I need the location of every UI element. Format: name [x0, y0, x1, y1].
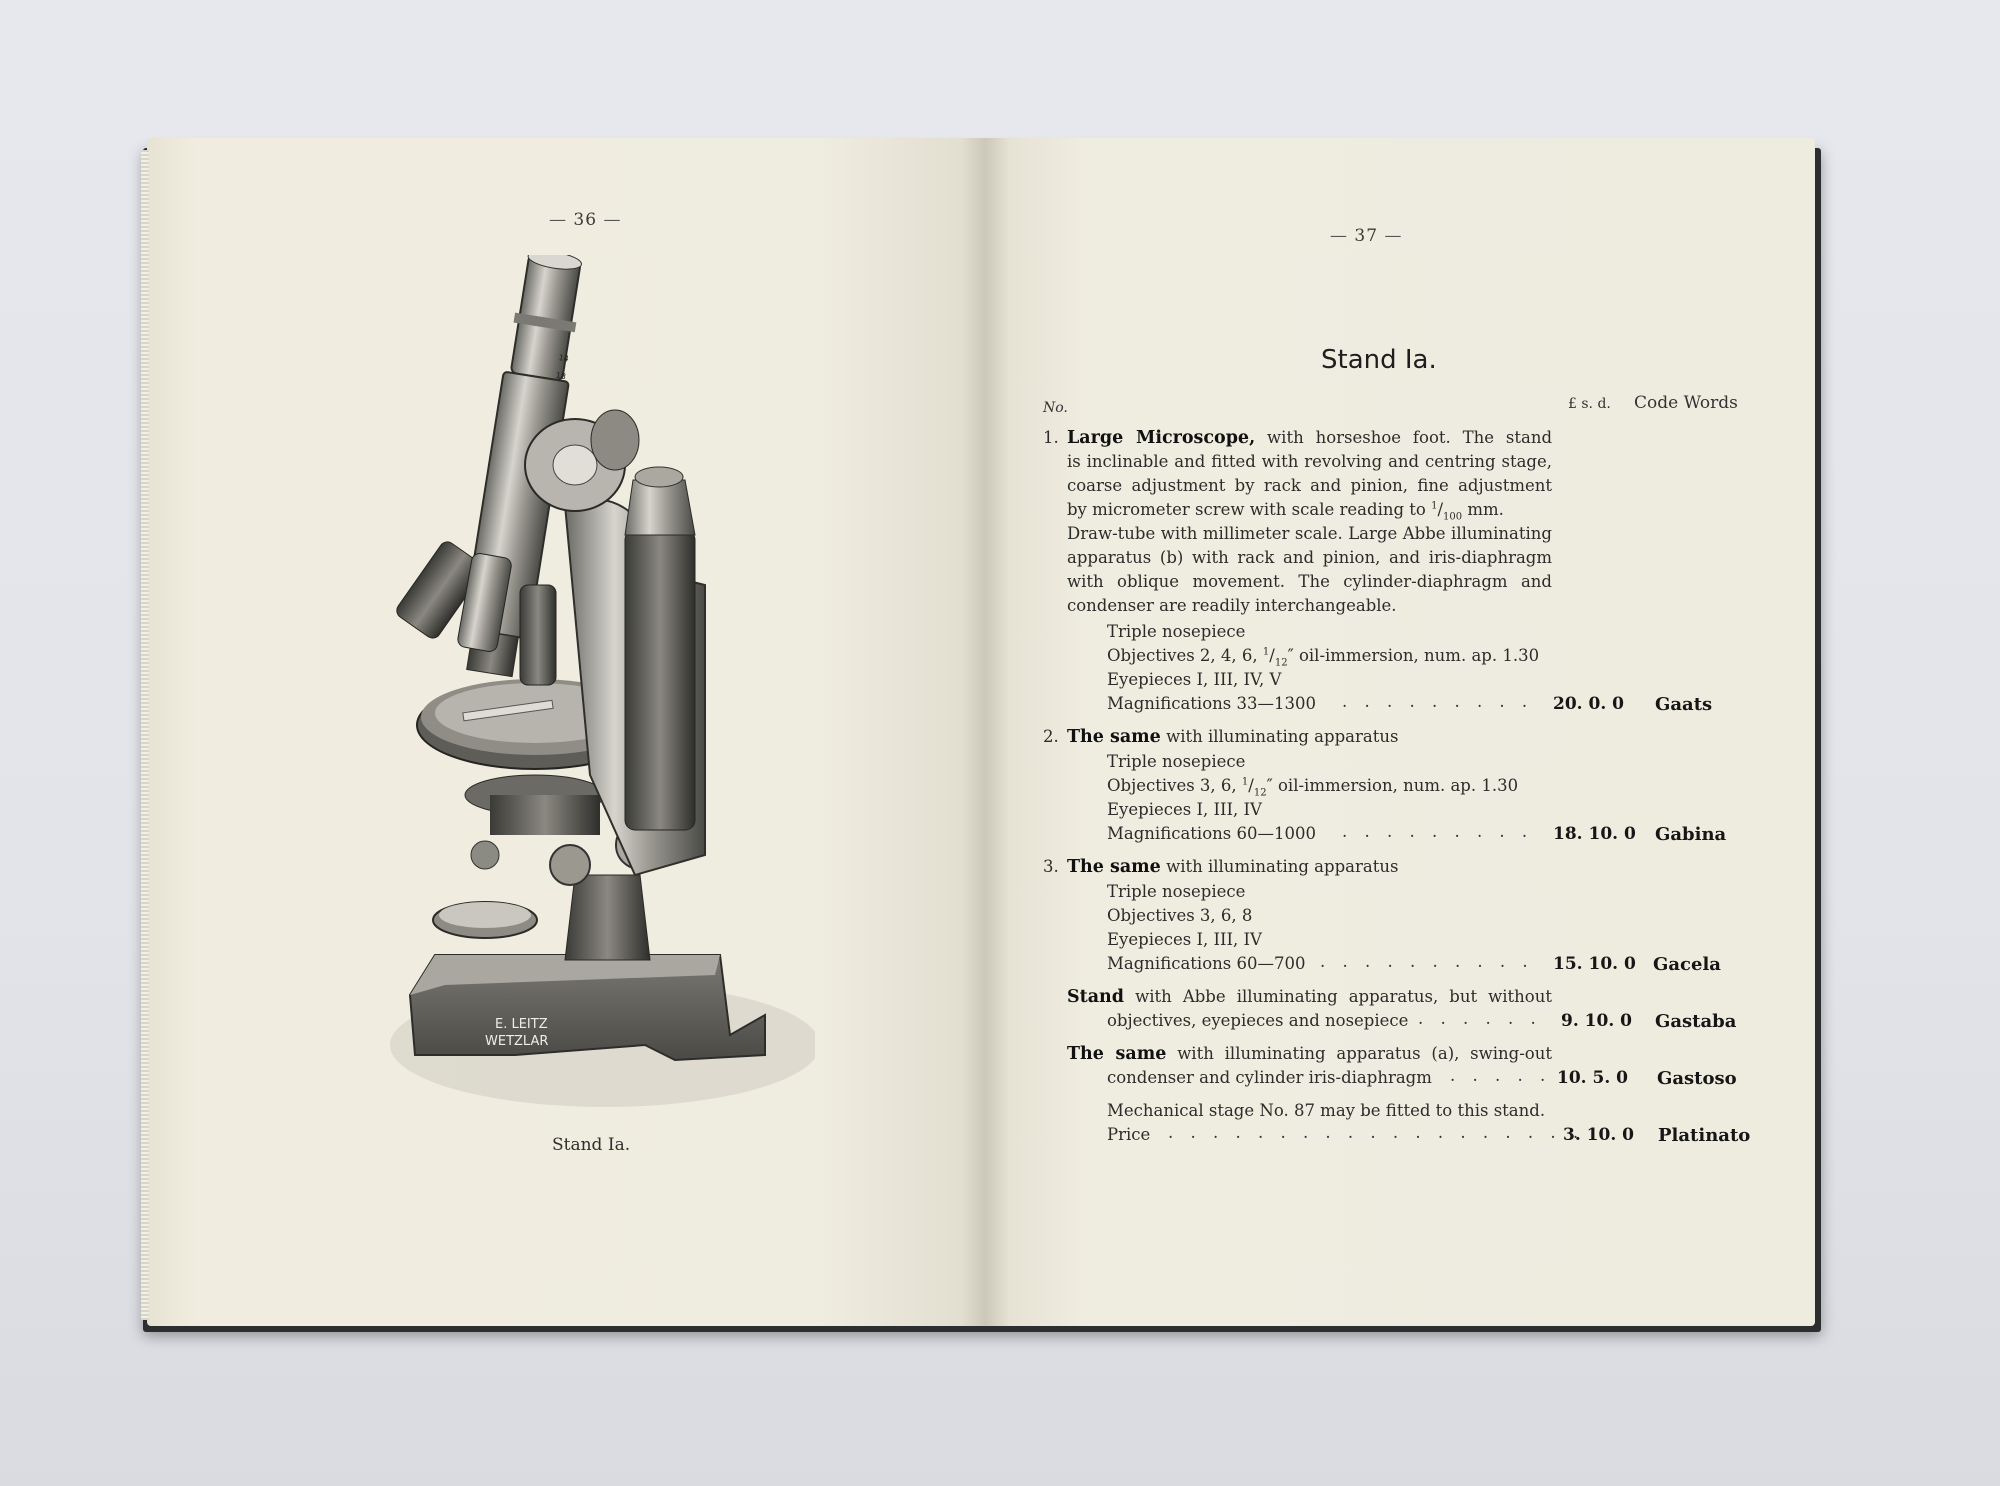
- entry-2-item-3: Eyepieces I, III, IV: [1107, 800, 1262, 819]
- entry-4-code: Gastaba: [1655, 1011, 1737, 1032]
- entry-3-item-4: Magnifications 60—700: [1107, 954, 1306, 973]
- entry-1-line-4: by micrometer screw with scale reading to $^1/_{100}$ mm.: [1067, 500, 1504, 523]
- entry-1-item-2: Objectives 2, 4, 6, $^1/_{12}''$ oil-immersion, num. ap. 1.30: [1107, 646, 1540, 669]
- entry-5-code: Gastoso: [1657, 1068, 1737, 1089]
- leader-dots: . . . . . . . . .: [1342, 692, 1534, 711]
- entry-4-price: 9. 10. 0: [1561, 1011, 1632, 1031]
- column-header-currency: £ s. d.: [1568, 396, 1611, 412]
- microscope-illustration: [375, 255, 815, 1115]
- svg-text:E. LEITZ: E. LEITZ: [495, 1017, 548, 1032]
- entry-1-line-2: is inclinable and fitted with revolving and centring stage,: [1067, 452, 1552, 471]
- entry-6-code: Platinato: [1658, 1125, 1751, 1146]
- entry-3-price: 15. 10. 0: [1553, 954, 1636, 974]
- entry-5-line-2: condenser and cylinder iris-diaphragm: [1107, 1068, 1432, 1087]
- left-page-number: — 36 —: [549, 210, 622, 230]
- reticle-mark-2: 18: [555, 370, 567, 382]
- column-header-no: No.: [1043, 400, 1068, 416]
- svg-text:WETZLAR: WETZLAR: [485, 1034, 549, 1049]
- entry-1-line-6: apparatus (b) with rack and pinion, and iris-diaphragm: [1067, 548, 1552, 567]
- right-page-number: — 37 —: [1330, 226, 1403, 246]
- entry-5-price: 10. 5. 0: [1557, 1068, 1628, 1088]
- entry-1-line-1: Large Microscope, with horseshoe foot. The stand: [1067, 428, 1553, 448]
- entry-3-item-2: Objectives 3, 6, 8: [1107, 906, 1253, 925]
- column-header-code-words: Code Words: [1634, 393, 1738, 413]
- entry-2-price: 18. 10. 0: [1553, 824, 1636, 844]
- entry-1-line-7: with oblique movement. The cylinder-diaphragm and: [1067, 572, 1552, 591]
- leader-dots: . . . . . . . . . . . . . . . . . . .: [1168, 1123, 1585, 1142]
- leader-dots: . . . . . . . . . .: [1320, 952, 1534, 971]
- entry-1-line-3: coarse adjustment by rack and pinion, fine adjustment: [1067, 476, 1552, 495]
- entry-1-line-5: Draw-tube with millimeter scale. Large Abbe illuminating: [1067, 524, 1552, 543]
- entry-3-item-3: Eyepieces I, III, IV: [1107, 930, 1262, 949]
- entry-3-item-1: Triple nosepiece: [1107, 882, 1246, 901]
- entry-1-line-8: condenser are readily interchangeable.: [1067, 596, 1397, 615]
- leader-dots: . . . . .: [1450, 1066, 1552, 1085]
- entry-2-line-1: The same with illuminating apparatus: [1067, 727, 1399, 747]
- reticle-mark-1: 14: [557, 353, 570, 364]
- leader-dots: . . . . . . . . .: [1342, 822, 1534, 841]
- entry-1-price: 20. 0. 0: [1553, 694, 1624, 714]
- entry-2-item-2: Objectives 3, 6, $^1/_{12}''$ oil-immersion, num. ap. 1.30: [1107, 776, 1519, 799]
- entry-3-code: Gacela: [1653, 954, 1721, 975]
- entry-3-number: 3.: [1043, 857, 1059, 876]
- entry-1-item-1: Triple nosepiece: [1107, 622, 1246, 641]
- entry-4-line-1: Stand with Abbe illuminating apparatus, but without: [1067, 987, 1553, 1007]
- entry-1-number: 1.: [1043, 428, 1059, 447]
- entry-3-line-1: The same with illuminating apparatus: [1067, 857, 1399, 877]
- entry-5-line-1: The same with illuminating apparatus (a), swing-out: [1067, 1044, 1553, 1064]
- entry-2-code: Gabina: [1655, 824, 1727, 845]
- entry-2-item-1: Triple nosepiece: [1107, 752, 1246, 771]
- figure-caption: Stand Ia.: [552, 1135, 631, 1155]
- entry-2-number: 2.: [1043, 727, 1059, 746]
- leader-dots: . . . . . .: [1418, 1009, 1542, 1028]
- entry-2-item-4: Magnifications 60—1000: [1107, 824, 1316, 843]
- entry-6-line-2: Price: [1107, 1125, 1151, 1144]
- entry-6-price: 3. 10. 0: [1563, 1125, 1634, 1145]
- entry-1-item-4: Magnifications 33—1300: [1107, 694, 1316, 713]
- entry-6-line-1: Mechanical stage No. 87 may be fitted to this stand.: [1107, 1101, 1546, 1120]
- entry-4-line-2: objectives, eyepieces and nosepiece: [1107, 1011, 1409, 1030]
- entry-1-code: Gaats: [1655, 694, 1713, 715]
- section-title: Stand Ia.: [1321, 345, 1437, 375]
- entry-1-item-3: Eyepieces I, III, IV, V: [1107, 670, 1282, 689]
